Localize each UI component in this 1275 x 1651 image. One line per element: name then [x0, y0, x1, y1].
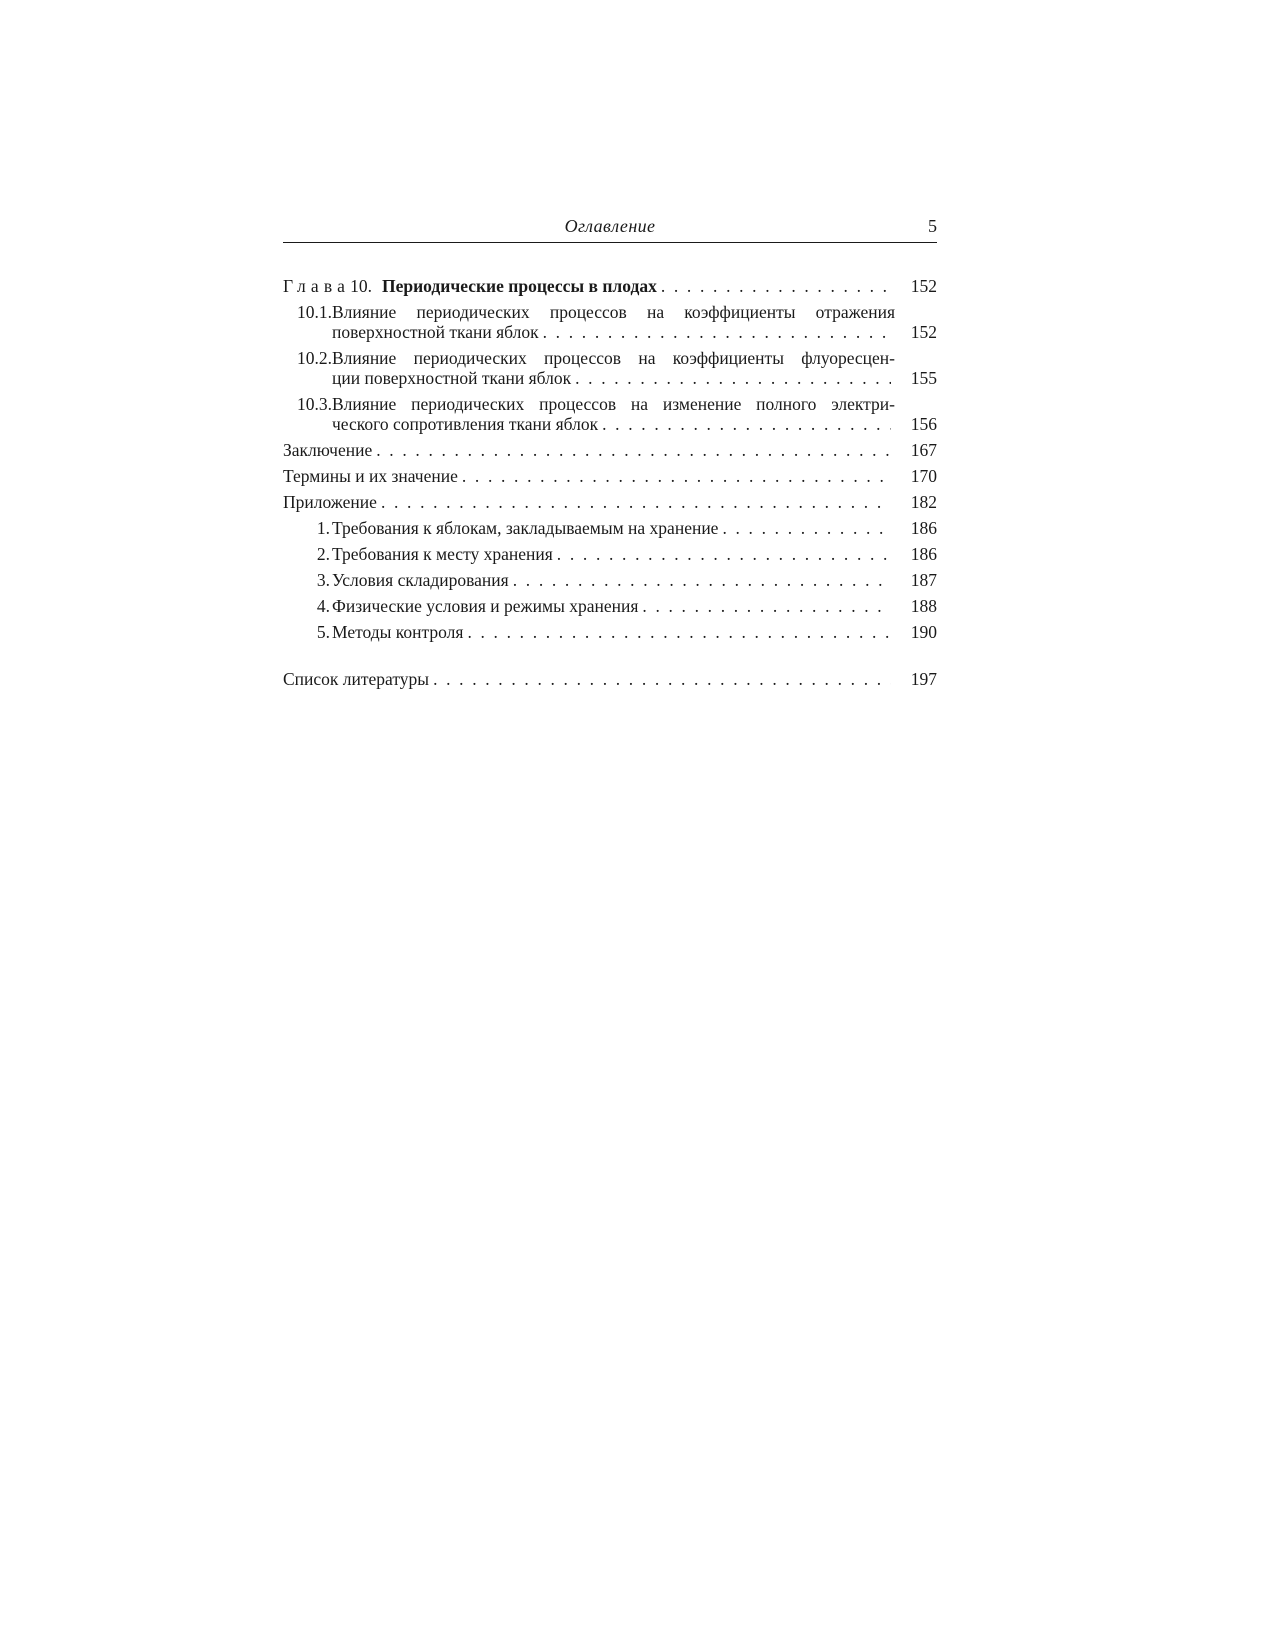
- toc-appendix-item[interactable]: [283, 622, 937, 642]
- toc-page-number: 187: [910, 570, 937, 590]
- appendix-item-number: 4.: [316, 596, 330, 616]
- dot-leader: [433, 669, 891, 689]
- appendix-item-title: Методы контроля: [332, 622, 464, 642]
- dot-leader: [722, 518, 891, 538]
- toc-appendix-item[interactable]: [283, 570, 937, 590]
- toc-page-number: 155: [910, 368, 937, 388]
- toc-page-number: 197: [910, 669, 937, 689]
- toc-page-number: 167: [910, 440, 937, 460]
- section-title-line-2: ции поверхностной ткани яблок: [332, 368, 572, 388]
- toc-entry-title: Заключение: [283, 440, 373, 460]
- toc-appendix-item[interactable]: [283, 518, 937, 538]
- toc-entry-title: Термины и их значение: [283, 466, 458, 486]
- appendix-item-title: Условия складирования: [332, 570, 509, 590]
- toc-terms-entry[interactable]: [283, 466, 937, 486]
- toc-entry-title: Список литературы: [283, 669, 430, 689]
- dot-leader: [602, 414, 891, 434]
- toc-page-number: 186: [910, 544, 937, 564]
- appendix-item-title: Требования к яблокам, закладываемым на хранение: [332, 518, 719, 538]
- toc-page-number: 156: [910, 414, 937, 434]
- chapter-number: 10.: [350, 276, 372, 296]
- document-page: [283, 0, 937, 1651]
- section-title-line-2: ческого сопротивления ткани яблок: [332, 414, 599, 434]
- toc-page-number: 170: [910, 466, 937, 486]
- appendix-item-number: 1.: [316, 518, 330, 538]
- toc-page-number: 152: [910, 276, 937, 296]
- dot-leader: [462, 466, 891, 486]
- dot-leader: [543, 322, 891, 342]
- toc-entry-title: Приложение: [283, 492, 377, 512]
- section-title-line-1: Влияние периодических процессов на коэффициенты отражения: [332, 302, 895, 322]
- appendix-item-number: 5.: [316, 622, 330, 642]
- toc-bibliography-entry[interactable]: [283, 669, 937, 689]
- dot-leader: [557, 544, 891, 564]
- toc-page-number: 186: [910, 518, 937, 538]
- appendix-item-title: Физические условия и режимы хранения: [332, 596, 639, 616]
- toc-section-entry[interactable]: [283, 394, 937, 434]
- section-title-line-1: Влияние периодических процессов на коэффициенты флуоресцен-: [332, 348, 895, 368]
- toc-page-number: 152: [910, 322, 937, 342]
- appendix-item-number: 2.: [316, 544, 330, 564]
- section-number: 10.2.: [297, 348, 332, 368]
- toc-appendix-entry[interactable]: [283, 492, 937, 512]
- chapter-title: Периодические процессы в плодах: [381, 276, 657, 296]
- toc-chapter-entry[interactable]: [283, 276, 937, 296]
- running-header-title: Оглавление: [564, 216, 656, 236]
- toc-section-entry[interactable]: [283, 302, 937, 342]
- section-title-line-1: Влияние периодических процессов на изменение полного электри-: [332, 394, 895, 414]
- table-of-contents: [283, 276, 937, 689]
- section-number: 10.1.: [297, 302, 332, 322]
- dot-leader: [642, 596, 891, 616]
- toc-page-number: 188: [910, 596, 937, 616]
- appendix-item-number: 3.: [316, 570, 330, 590]
- running-header: [283, 214, 937, 243]
- dot-leader: [467, 622, 891, 642]
- dot-leader: [575, 368, 891, 388]
- section-title-line-2: поверхностной ткани яблок: [332, 322, 539, 342]
- section-number: 10.3.: [297, 394, 332, 414]
- toc-page-number: 182: [910, 492, 937, 512]
- dot-leader: [381, 492, 891, 512]
- toc-appendix-item[interactable]: [283, 544, 937, 564]
- appendix-item-title: Требования к месту хранения: [332, 544, 553, 564]
- dot-leader: [661, 276, 891, 296]
- toc-section-entry[interactable]: [283, 348, 937, 388]
- toc-page-number: 190: [910, 622, 937, 642]
- page-number: 5: [928, 216, 937, 236]
- toc-conclusion-entry[interactable]: [283, 440, 937, 460]
- toc-appendix-item[interactable]: [283, 596, 937, 616]
- chapter-prefix: Глава: [283, 276, 351, 296]
- dot-leader: [513, 570, 891, 590]
- dot-leader: [376, 440, 891, 460]
